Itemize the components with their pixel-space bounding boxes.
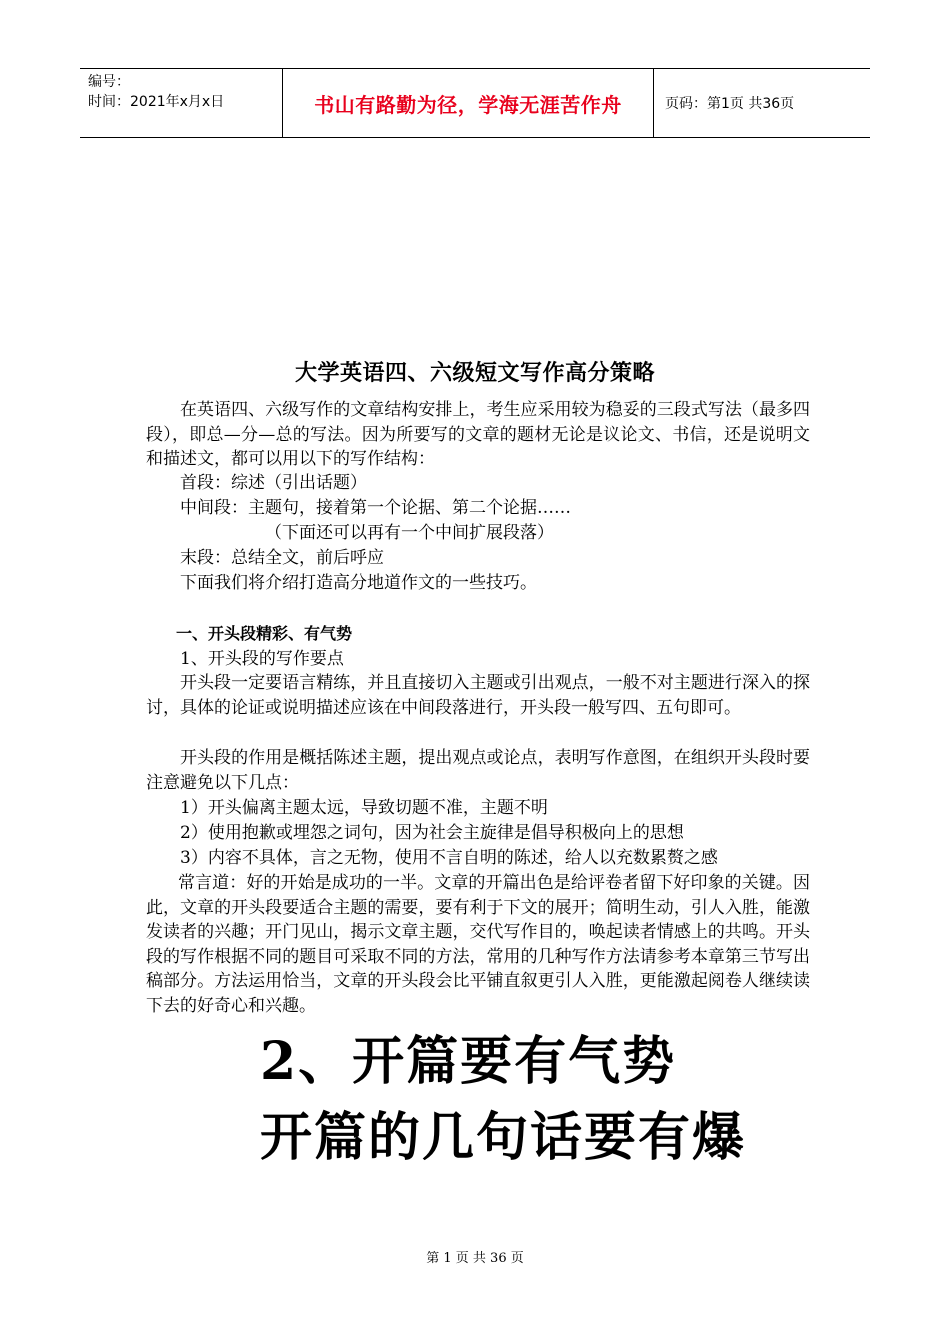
big-heading: 2、开篇要有气势 [260,1031,677,1092]
page-info: 页码：第1页 共36页 [665,96,795,112]
header-page-info [653,69,870,137]
big-heading-line-2: 开篇的几句话要有爆 [260,1107,747,1168]
page-footer: 第 1 页 共 36 页 [426,1251,524,1266]
structure-line-4: 末段：总结全文，前后呼应 [180,548,384,568]
paragraph-1: 开头段一定要语言精练，并且直接切入主题或引出观点，一般不对主题进行深入的探讨，具体的论证或说明描述应该在中间段落进行，开头段一般写四、五句即可。 [146,673,810,718]
paragraph-3: 常言道：好的开始是成功的一半。文章的开篇出色是给评卷者留下好印象的关键。因此，文章的开头段要适合主题的需要，要有利于下文的展开；简明生动，引人入胜，能激发读者的兴趣；开门见山，揭示文章主题，交代写作目的，唤起读者情感上的共鸣。开头段的写作根据不同的题目可采取不同的方法，常用的几种写作方法请参考本章第三节写出稿部分。方法运用恰当，文章的开头段会比平铺直叙更引人入胜，更能激起阅卷人继续读下去的好奇心和兴趣。 [146,873,810,1016]
serial-label: 编号： [88,74,130,90]
motto: 书山有路勤为径，学海无涯苦作舟 [314,92,622,117]
point-1: 1）开头偏离主题太远，导致切题不准，主题不明 [180,798,548,818]
date-label: 时间：2021年x月x日 [88,94,225,110]
point-3: 3）内容不具体，言之无物，使用不言自明的陈述，给人以充数累赘之感 [180,848,718,868]
structure-line-1: 首段：综述（引出话题） [180,473,367,493]
paragraph-2: 开头段的作用是概括陈述主题，提出观点或论点，表明写作意图，在组织开头段时要注意避免以下几点： [146,748,810,793]
subsection1-heading: 1、开头段的写作要点 [180,649,344,669]
structure-line-2: 中间段：主题句，接着第一个论据、第二个论据…… [180,498,571,518]
document-title: 大学英语四、六级短文写作高分策略 [294,360,655,386]
structure-line-5: 下面我们将介绍打造高分地道作文的一些技巧。 [180,573,537,593]
header-meta [80,69,283,137]
intro-paragraph: 在英语四、六级写作的文章结构安排上，考生应采用较为稳妥的三段式写法（最多四段），即总—分—总的写法。因为所要写的文章的题材无论是议论文、书信，还是说明文和描述文，都可以用以下的写作结构： [146,400,810,469]
header-motto-cell [283,69,654,137]
structure-line-3: （下面还可以再有一个中间扩展段落） [265,523,554,543]
header-table [80,68,870,138]
point-2: 2）使用抱歉或埋怨之词句，因为社会主旋律是倡导积极向上的思想 [180,823,684,843]
section1-heading: 一、开头段精彩、有气势 [176,624,353,643]
